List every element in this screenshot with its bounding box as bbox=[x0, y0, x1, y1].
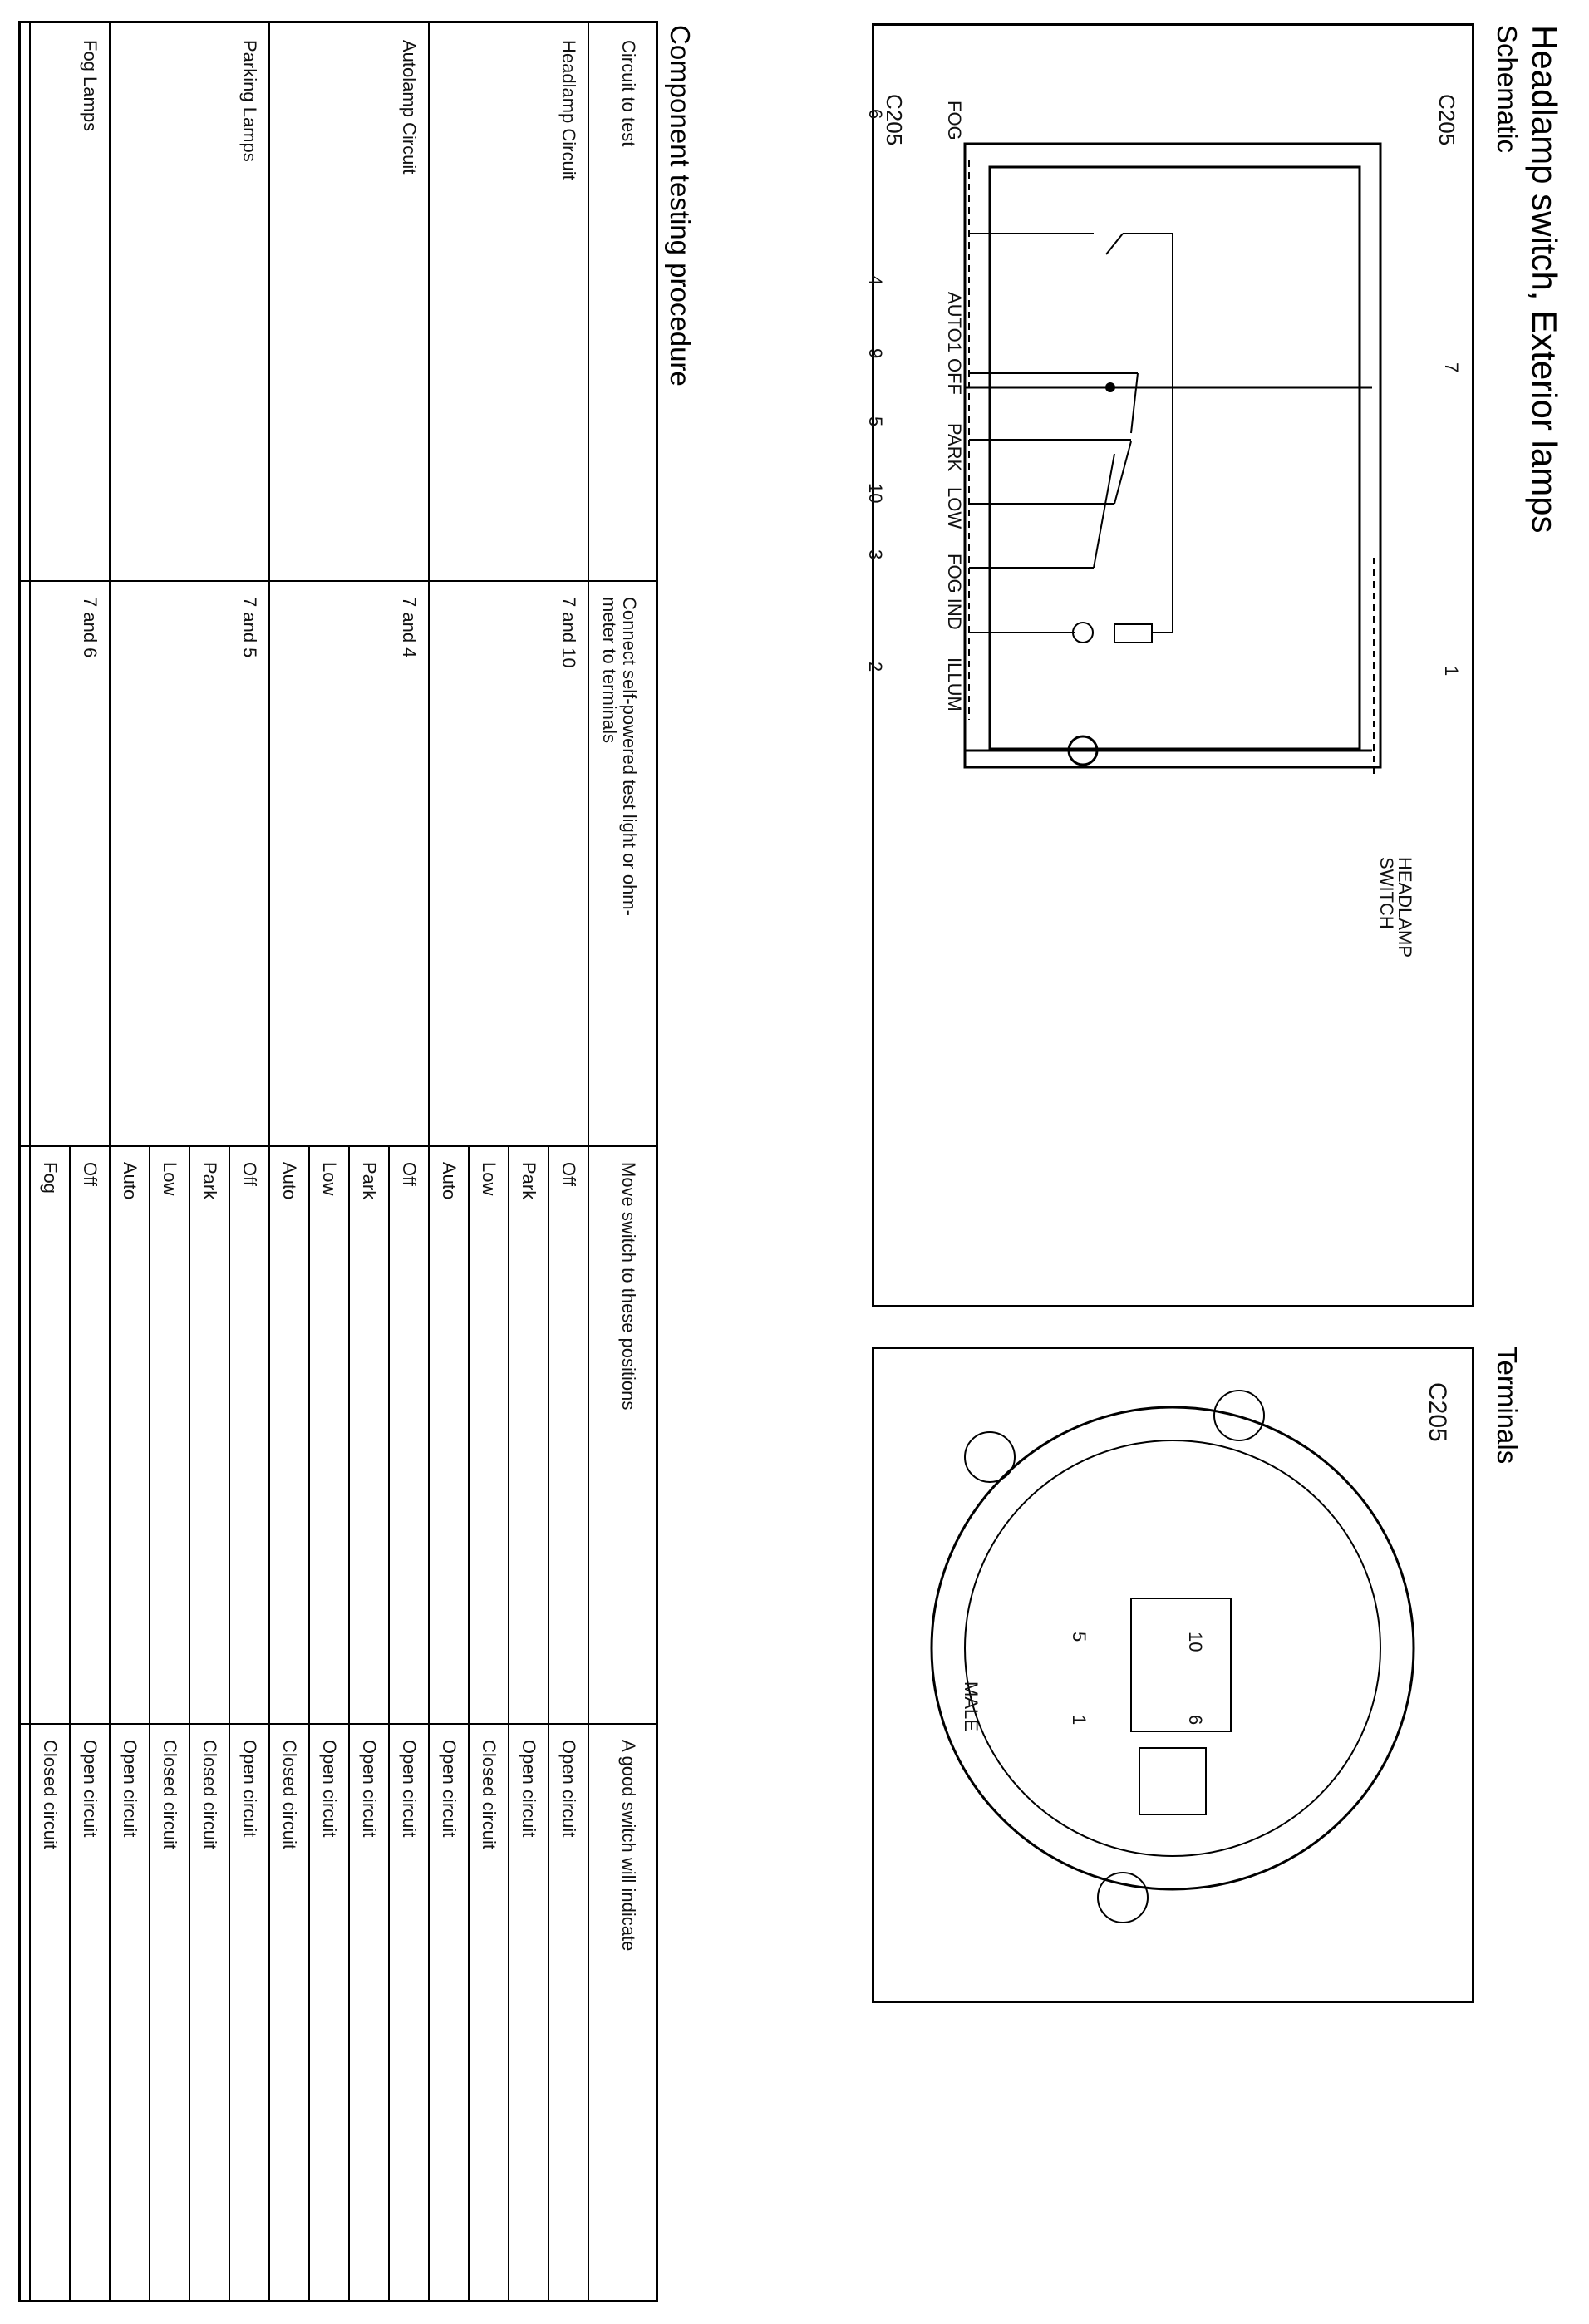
switch-position: Off bbox=[558, 1162, 579, 1186]
pin-number: 2 bbox=[865, 662, 886, 672]
expected-result: Open circuit bbox=[319, 1740, 340, 1838]
switch-position: Off bbox=[80, 1162, 101, 1186]
pin-number: 6 bbox=[1185, 1715, 1206, 1726]
switch-position: Park bbox=[199, 1162, 220, 1200]
connector-label-left: C205 bbox=[882, 94, 907, 146]
switch-label: HEADLAMP SWITCH bbox=[1376, 857, 1415, 958]
switch-position: Low bbox=[160, 1162, 180, 1196]
circuit-name: Fog Lamps bbox=[80, 40, 101, 132]
pin-number: 9 bbox=[865, 348, 886, 359]
c205-connector-drawing bbox=[869, 1349, 1472, 2006]
circuit-name: Headlamp Circuit bbox=[558, 40, 579, 180]
expected-result: Open circuit bbox=[399, 1740, 420, 1838]
switch-position: Low bbox=[319, 1162, 340, 1196]
terminals-label: Terminals bbox=[1492, 1347, 1523, 1465]
expected-result: Closed circuit bbox=[199, 1740, 220, 1850]
position-label-low: LOW bbox=[944, 487, 965, 529]
pin-number: 10 bbox=[865, 483, 886, 504]
header-move: Move switch to these positions bbox=[618, 1162, 639, 1411]
switch-position: Auto bbox=[439, 1162, 460, 1200]
terminal-pair: 7 and 10 bbox=[558, 597, 579, 668]
pin-number: 5 bbox=[1069, 1632, 1090, 1642]
expected-result: Closed circuit bbox=[40, 1740, 61, 1850]
expected-result: Open circuit bbox=[519, 1740, 539, 1838]
expected-result: Open circuit bbox=[80, 1740, 101, 1838]
expected-result: Open circuit bbox=[120, 1740, 140, 1838]
position-label-fog-ind: FOG IND bbox=[944, 554, 965, 630]
procedure-label: Component testing procedure bbox=[665, 25, 696, 387]
pin-number: 10 bbox=[1185, 1632, 1206, 1652]
page-title: Headlamp switch, Exterior lamps bbox=[1525, 25, 1564, 534]
header-connect: Connect self-powered test light or ohm-meter to terminals bbox=[599, 597, 640, 916]
expected-result: Closed circuit bbox=[479, 1740, 499, 1850]
expected-result: Open circuit bbox=[558, 1740, 579, 1838]
position-label-auto1: AUTO1 bbox=[944, 292, 965, 352]
circuit-name: Parking Lamps bbox=[239, 40, 260, 162]
terminals-box bbox=[872, 1347, 1474, 2003]
pin-number: 7 bbox=[1441, 362, 1462, 373]
position-label-off: OFF bbox=[944, 358, 965, 395]
circuit-name: Autolamp Circuit bbox=[399, 40, 420, 175]
position-label-fog: FOG bbox=[944, 101, 965, 140]
gender-label: MALE bbox=[961, 1681, 981, 1731]
switch-position: Park bbox=[359, 1162, 380, 1200]
pin-number: 4 bbox=[865, 275, 886, 286]
switch-position: Fog bbox=[40, 1162, 61, 1194]
switch-position: Off bbox=[239, 1162, 260, 1186]
position-label-park: PARK bbox=[944, 423, 965, 472]
expected-result: Open circuit bbox=[439, 1740, 460, 1838]
pin-number: 1 bbox=[1069, 1715, 1090, 1726]
terminal-pair: 7 and 5 bbox=[239, 597, 260, 658]
terminal-pair: 7 and 6 bbox=[80, 597, 101, 658]
expected-result: Open circuit bbox=[359, 1740, 380, 1838]
pin-number: 6 bbox=[865, 109, 886, 120]
switch-position: Auto bbox=[279, 1162, 300, 1200]
switch-position: Off bbox=[399, 1162, 420, 1186]
procedure-table bbox=[18, 21, 658, 2302]
switch-position: Low bbox=[479, 1162, 499, 1196]
header-indicate: A good switch will indicate bbox=[618, 1740, 639, 1952]
switch-position: Auto bbox=[120, 1162, 140, 1200]
pin-number: 3 bbox=[865, 549, 886, 560]
expected-result: Closed circuit bbox=[160, 1740, 180, 1850]
position-label-illum: ILLUM bbox=[944, 657, 965, 711]
header-circuit: Circuit to test bbox=[618, 40, 639, 147]
connector-label-right: C205 bbox=[1434, 94, 1459, 146]
terminal-pair: 7 and 4 bbox=[399, 597, 420, 658]
pin-number: 1 bbox=[1441, 666, 1462, 677]
expected-result: Open circuit bbox=[239, 1740, 260, 1838]
schematic-box bbox=[865, 23, 1474, 1307]
pin-number: 5 bbox=[865, 416, 886, 427]
schematic-label: Schematic bbox=[1492, 25, 1523, 154]
expected-result: Closed circuit bbox=[279, 1740, 300, 1850]
switch-position: Park bbox=[519, 1162, 539, 1200]
terminal-connector-label: C205 bbox=[1424, 1382, 1451, 1442]
